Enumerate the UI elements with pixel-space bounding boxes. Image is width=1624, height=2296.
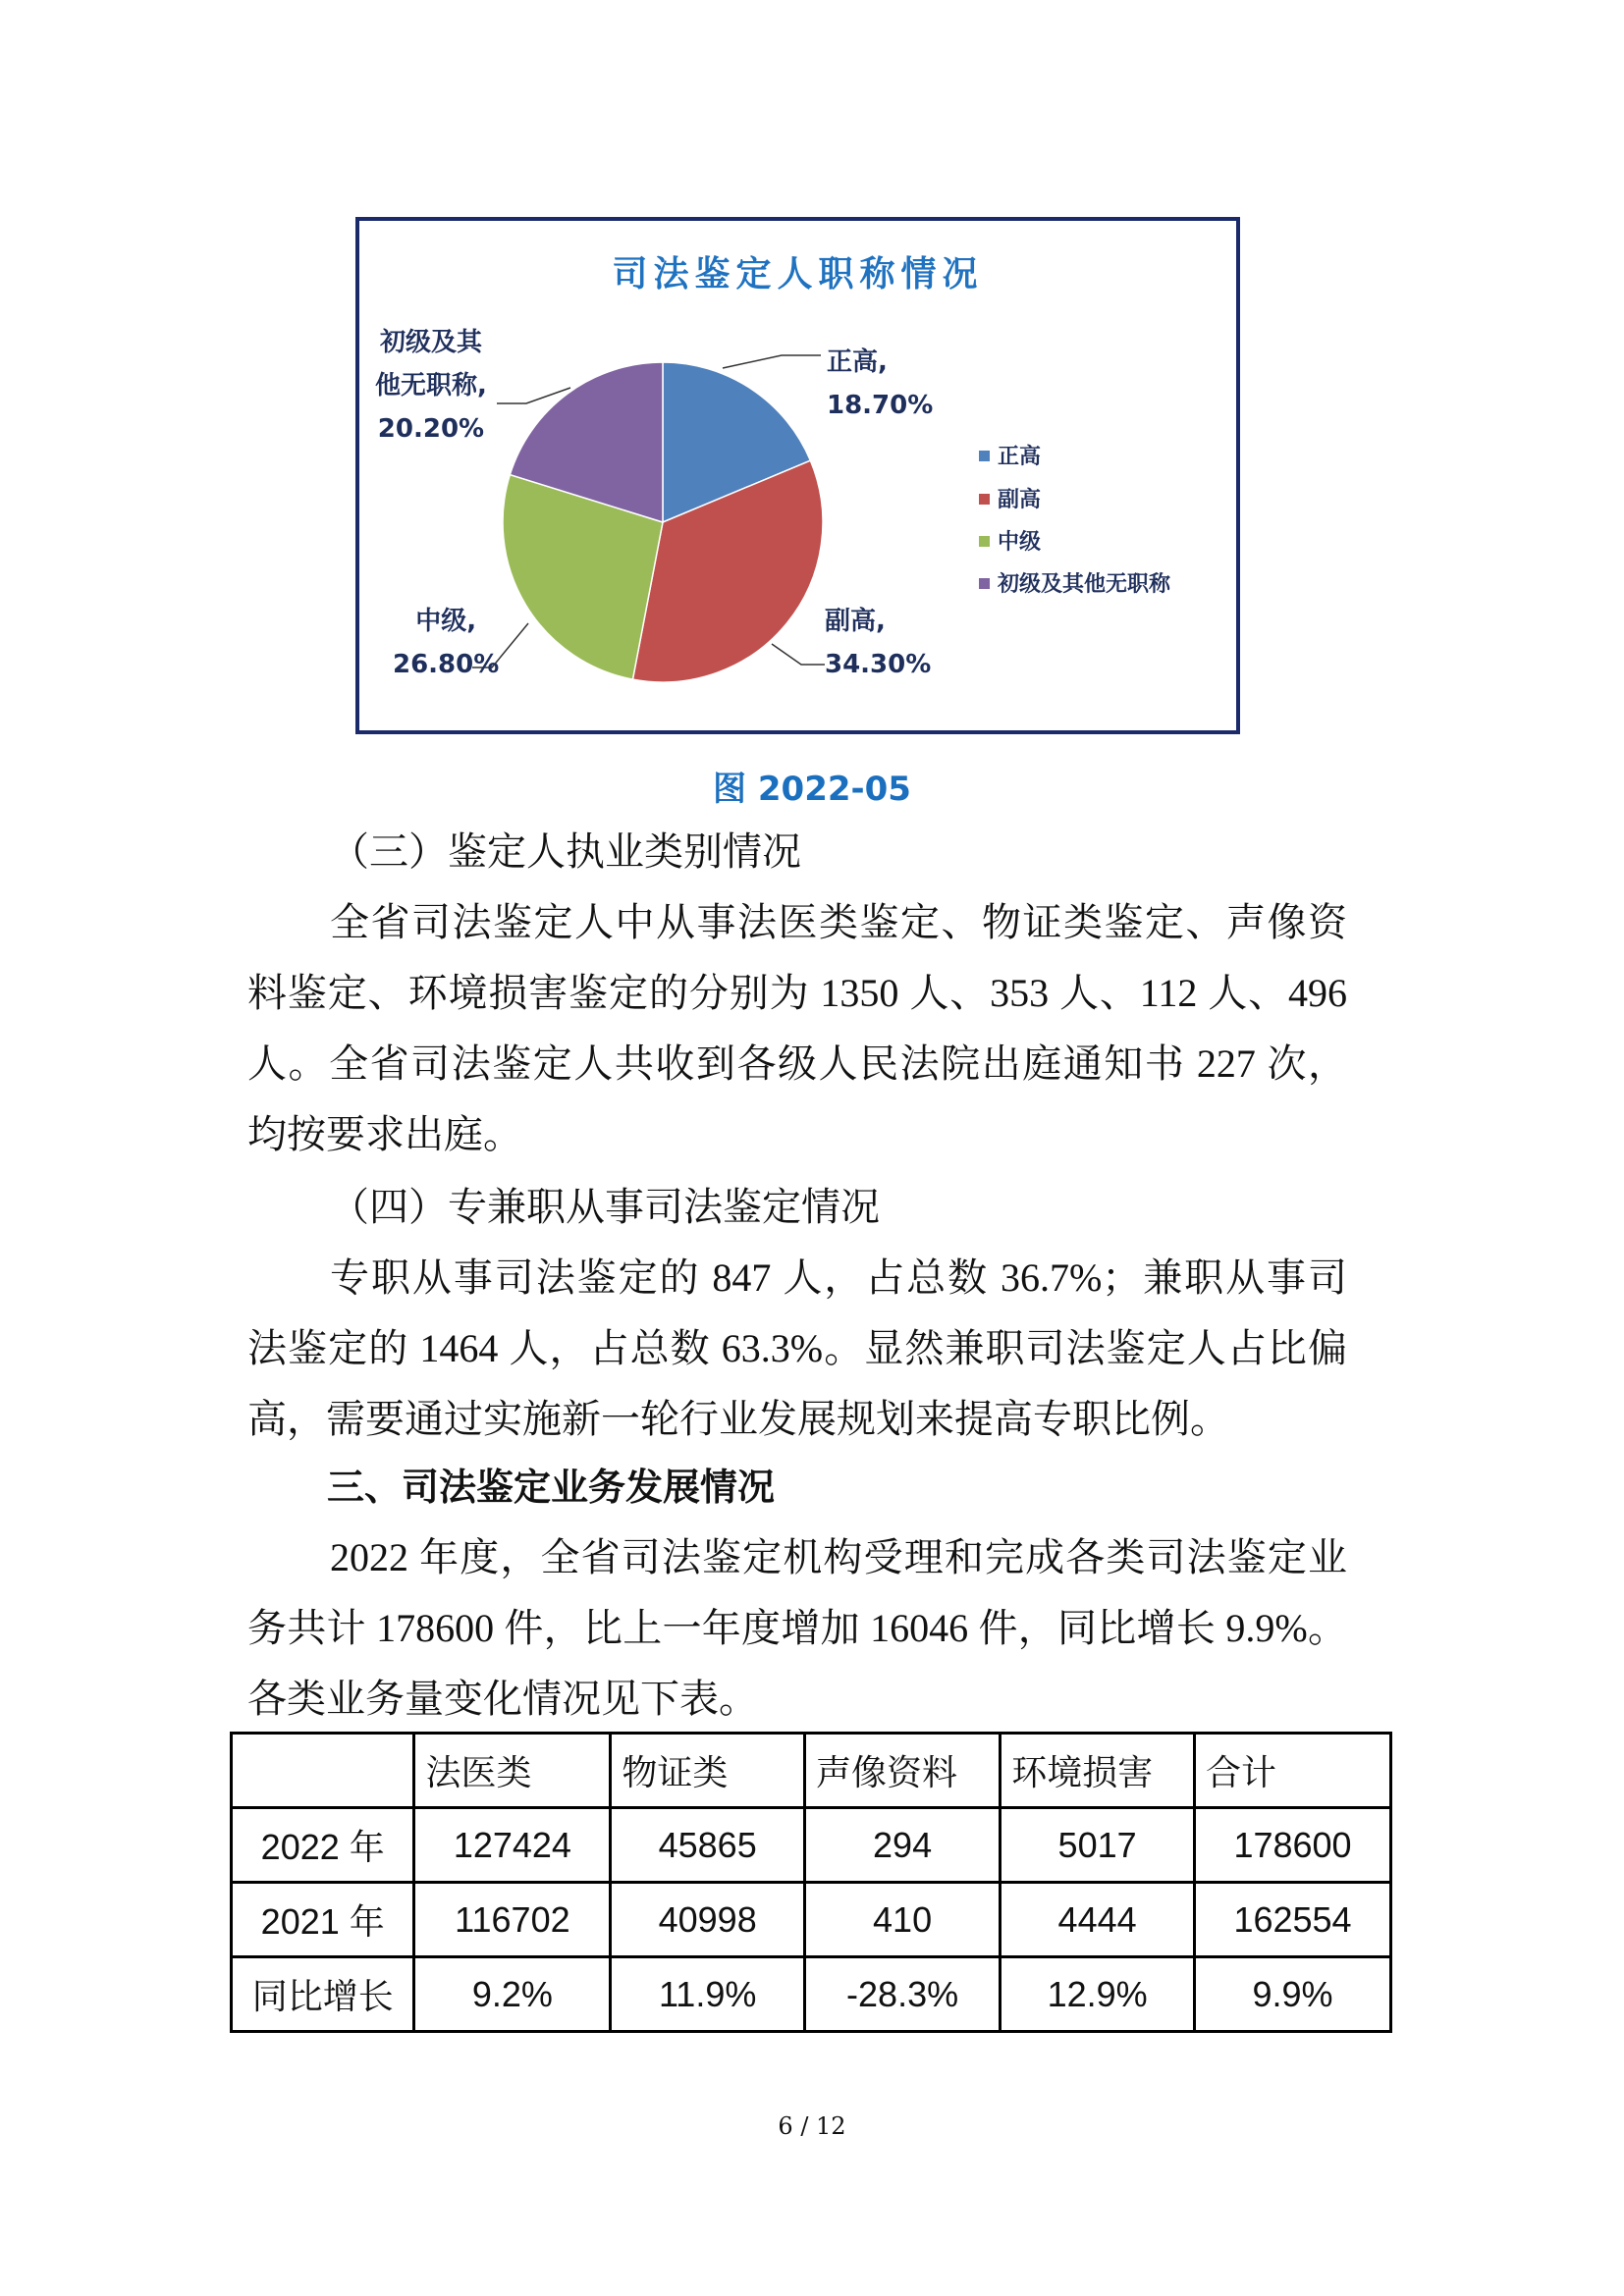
- section-heading: （四）专兼职从事司法鉴定情况: [330, 1185, 880, 1229]
- table-header-cell: 合计: [1195, 1734, 1391, 1808]
- data-label-zhenggao: [827, 341, 933, 427]
- legend-swatch-zhenggao: [979, 451, 990, 461]
- data-label-fugao: [825, 600, 931, 686]
- table-cell: 4444: [1001, 1883, 1195, 1957]
- legend-label: 副高: [998, 487, 1042, 512]
- table-cell: -28.3%: [804, 1957, 1000, 2032]
- data-label-zhenggao-value: 18.70%: [827, 391, 934, 420]
- table-cell: 116702: [414, 1883, 611, 1957]
- table-cell: 9.2%: [414, 1957, 611, 2032]
- paragraph-line: 2022 年度，全省司法鉴定机构受理和完成各类司法鉴定业: [330, 1535, 1347, 1579]
- legend-swatch-chuji: [979, 578, 990, 589]
- table-row: [232, 1883, 1391, 1957]
- legend-item-zhenggao: [979, 442, 1041, 471]
- table-cell: 9.9%: [1195, 1957, 1391, 2032]
- table-cell: 294: [804, 1808, 1000, 1883]
- table-cell: 45865: [611, 1808, 805, 1883]
- paragraph-line: 各类业务量变化情况见下表。: [247, 1677, 758, 1721]
- table-header-cell: 环境损害: [1001, 1734, 1195, 1808]
- table-header-row: [232, 1734, 1391, 1808]
- legend-label: 初级及其他无职称: [998, 571, 1171, 597]
- legend-item-fugao: [979, 485, 1041, 514]
- data-label-chuji-line1: 初级及其: [379, 328, 482, 357]
- table-header-cell: 法医类: [414, 1734, 611, 1808]
- data-label-fugao-name: 副高,: [825, 607, 886, 636]
- data-label-chuji: [375, 321, 487, 451]
- table-cell: 2022 年: [232, 1808, 414, 1883]
- data-label-zhongji-value: 26.80%: [393, 650, 500, 679]
- legend-swatch-fugao: [979, 494, 990, 505]
- part-heading: 三、司法鉴定业务发展情况: [327, 1466, 776, 1509]
- paragraph-line: 人。全省司法鉴定人共收到各级人民法院出庭通知书 227 次，: [247, 1041, 1347, 1086]
- legend-item-zhongji: [979, 527, 1041, 557]
- table-cell: 40998: [611, 1883, 805, 1957]
- data-label-zhongji: [393, 600, 499, 686]
- table-row: [232, 1957, 1391, 2032]
- data-label-zhongji-name: 中级,: [415, 607, 477, 636]
- paragraph-line: 全省司法鉴定人中从事法医类鉴定、物证类鉴定、声像资: [330, 900, 1347, 944]
- table-cell: 410: [804, 1883, 1000, 1957]
- table-header-cell: 物证类: [611, 1734, 805, 1808]
- figure-caption: 图 2022-05: [713, 770, 911, 809]
- data-label-fugao-value: 34.30%: [825, 650, 932, 679]
- leader-line-zhenggao: [723, 355, 821, 368]
- table-cell: 11.9%: [611, 1957, 805, 2032]
- chart-frame: [355, 217, 1240, 734]
- business-volume-table: [230, 1732, 1392, 2033]
- table-cell: 12.9%: [1001, 1957, 1195, 2032]
- paragraph-line: 料鉴定、环境损害鉴定的分别为 1350 人、353 人、112 人、496: [247, 971, 1347, 1015]
- paragraph-line: 务共计 178600 件，比上一年度增加 16046 件，同比增长 9.9%。: [247, 1606, 1347, 1650]
- leader-line-fugao: [772, 644, 825, 665]
- data-label-chuji-line2: 他无职称,: [375, 371, 487, 400]
- table-cell: 162554: [1195, 1883, 1391, 1957]
- data-label-zhenggao-name: 正高,: [827, 347, 888, 377]
- paragraph-line: 均按要求出庭。: [247, 1112, 522, 1156]
- legend-item-chuji: [979, 569, 1170, 599]
- table-row: [232, 1808, 1391, 1883]
- legend-swatch-zhongji: [979, 536, 990, 547]
- paragraph-line: 法鉴定的 1464 人，占总数 63.3%。显然兼职司法鉴定人占比偏: [247, 1326, 1347, 1370]
- table-header-cell: 声像资料: [804, 1734, 1000, 1808]
- page-number: 6 / 12: [778, 2112, 846, 2140]
- table-cell: 127424: [414, 1808, 611, 1883]
- table-cell: 5017: [1001, 1808, 1195, 1883]
- data-label-chuji-value: 20.20%: [377, 414, 485, 444]
- table-header-cell: [232, 1734, 414, 1808]
- section-heading: （三）鉴定人执业类别情况: [330, 829, 801, 874]
- chart-title: 司法鉴定人职称情况: [612, 253, 984, 294]
- legend-label: 中级: [998, 529, 1042, 555]
- table-cell: 178600: [1195, 1808, 1391, 1883]
- paragraph-line: 专职从事司法鉴定的 847 人，占总数 36.7%；兼职从事司: [330, 1255, 1347, 1300]
- table-cell: 同比增长: [232, 1957, 414, 2032]
- paragraph-line: 高，需要通过实施新一轮行业发展规划来提高专职比例。: [247, 1397, 1229, 1441]
- legend-label: 正高: [998, 444, 1042, 469]
- table-cell: 2021 年: [232, 1883, 414, 1957]
